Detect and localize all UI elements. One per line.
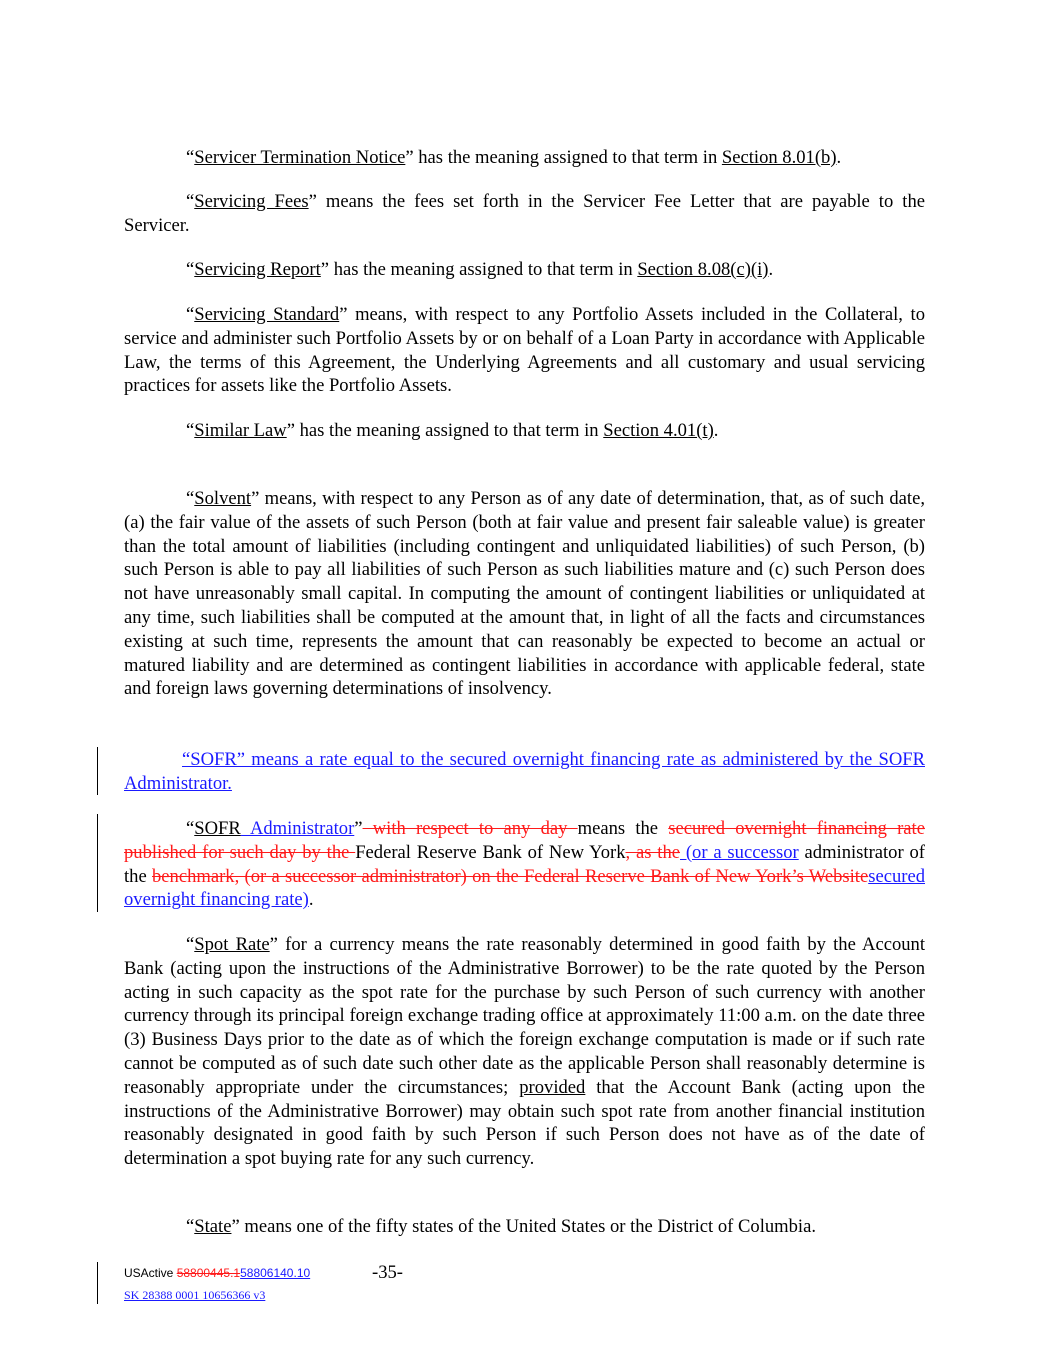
section-reference: Section 8.08(c)(i) bbox=[637, 259, 769, 280]
deleted-text: secured overnight financing rate published for such day by the bbox=[124, 818, 925, 863]
definition-servicing-standard: “Servicing Standard” means, with respect to any Portfolio Assets included in the Collateral, to service and administer such Portfolio Assets by or on behalf of a Loan Party in accordance with Applicable Law, the terms of this Agreement, the Underlying Agreements and all customary and usual servicing practices for assets like the Portfolio Assets. bbox=[124, 304, 925, 397]
inserted-text: secured overnight financing rate) bbox=[124, 865, 925, 911]
section-reference: Section 8.01(b) bbox=[721, 147, 837, 168]
defined-term: Servicer Termination Notice bbox=[194, 147, 406, 168]
definition-servicer-termination-notice: “Servicer Termination Notice” has the meaning assigned to that term in Section 8.01(b). bbox=[186, 147, 842, 168]
change-bar bbox=[97, 1262, 98, 1304]
section-reference: Section 4.01(t) bbox=[603, 420, 714, 441]
change-bar bbox=[97, 814, 98, 912]
definition-servicing-report: “Servicing Report” has the meaning assigned to that term in Section 8.08(c)(i). bbox=[186, 259, 774, 280]
definition-sofr-inserted bbox=[124, 748, 925, 796]
defined-term: Servicing Report bbox=[194, 259, 321, 280]
inserted-text: Administrator bbox=[240, 818, 355, 839]
inserted-doc-number: 58806140.10 bbox=[240, 1266, 311, 1280]
definition-similar-law: “Similar Law” has the meaning assigned to that term in Section 4.01(t). bbox=[186, 420, 719, 441]
provided-term: provided bbox=[519, 1076, 586, 1098]
deleted-text: with respect to any day bbox=[362, 818, 578, 839]
page-number: -35- bbox=[372, 1262, 403, 1283]
defined-term: Servicing Standard bbox=[194, 304, 340, 325]
inserted-text: “SOFR” means a rate equal to the secured overnight financing rate as administered by the SOFR Administrator. bbox=[124, 749, 925, 794]
definition-sofr-administrator: “SOFR Administrator” with respect to any day means the secured overnight financing rate published for such day by the Federal Reserve Bank of New York, as the (or a successor administrator of the benchmark, (or a successor administrator) on the Federal Reserve Bank of New York’s Websitesecured overnight financing rate). bbox=[124, 818, 925, 911]
defined-term: Similar Law bbox=[194, 420, 287, 441]
footer-doc-id: USActive 58800445.158806140.10 bbox=[124, 1266, 311, 1280]
defined-term: Spot Rate bbox=[194, 934, 270, 955]
footer-doc-ref: SK 28388 0001 10656366 v3 bbox=[124, 1288, 266, 1302]
change-bar bbox=[97, 747, 98, 795]
definition-spot-rate: “Spot Rate” for a currency means the rate reasonably determined in good faith by the Account Bank (acting upon the instructions of the Administrative Borrower) to be the rate quoted by the Person acting in such capacity as the spot rate for the purchase by such Person of such currency with another currency through its principal foreign exchange trading office at approximately 11:00 a.m. on the date three (3) Business Days prior to the date as of which the foreign exchange computation is made or if such rate cannot be computed as of such date such other date as the applicable Person shall reasonably determine is reasonably appropriate under the circumstances; provided that the Account Bank (acting upon the instructions of the Administrative Borrower) may obtain such spot rate from another financial institution reasonably designated in good faith by such Person if such Person does not have as of the date of determination a spot buying rate for any such currency. bbox=[124, 934, 926, 1170]
defined-term: Servicing Fees bbox=[194, 191, 309, 212]
definition-solvent: “Solvent” means, with respect to any Person as of any date of determination, that, as of such date, (a) the fair value of the assets of such Person (both at fair value and present fair saleable value) is greater than the total amount of liabilities (including contingent and unliquidated liabilities) of such Person, (b) such Person is able to pay all liabilities of such Person as such liabilities mature and (c) such Person does not have unreasonably small capital. In computing the amount of contingent liabilities or unliquidated at any time, such liabilities shall be computed at the amount that, in light of all the facts and circumstances existing at such time, represents the amount that can reasonably be expected to become an actual or matured liability and are determined as contingent liabilities in accordance with applicable federal, state and foreign laws governing determinations of insolvency. bbox=[124, 488, 925, 700]
definition-servicing-fees: “Servicing Fees” means the fees set forth in the Servicer Fee Letter that are payable to the Servicer. bbox=[124, 191, 925, 236]
definition-state: “State” means one of the fifty states of the United States or the District of Columbia. bbox=[186, 1216, 816, 1237]
inserted-text: (or a successor bbox=[680, 841, 799, 863]
deleted-doc-number: 58800445.1 bbox=[176, 1266, 241, 1280]
defined-term: Solvent bbox=[194, 488, 252, 509]
deleted-text: , as the bbox=[625, 841, 681, 863]
deleted-text: benchmark, (or a successor administrator) on the Federal Reserve Bank of New York’s Website bbox=[152, 865, 869, 887]
defined-term: SOFR bbox=[194, 818, 241, 839]
defined-term: State bbox=[194, 1216, 232, 1237]
